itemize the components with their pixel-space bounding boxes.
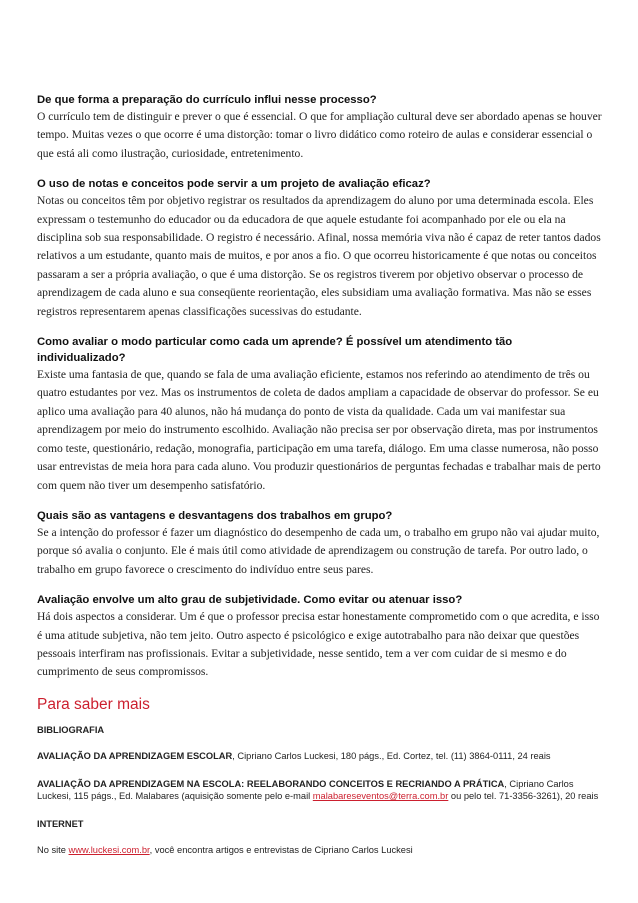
article-body <box>37 92 603 872</box>
book-title: AVALIAÇÃO DA APRENDIZAGEM NA ESCOLA: REELABORANDO CONCEITOS E RECRIANDO A PRÁTICA <box>37 778 505 789</box>
site-suffix: , você encontra artigos e entrevistas de Cipriano Carlos Luckesi <box>149 845 413 856</box>
book-details: , Cipriano Carlos Luckesi, 180 págs., Ed. Cortez, tel. (11) 3864-0111, 24 reais <box>232 751 551 762</box>
answer-paragraph: Notas ou conceitos têm por objetivo registrar os resultados da aprendizagem do aluno por uma determinada escola. Eles expressam o testemunho do educador ou da educadora de que aquele estudante foi acompanhado por ele ou ela na disciplina sob sua responsabilidade. O registro é necessário. Afinal, nossa memória viva não é capaz de reter tantos dados relativos a um estudante, quanto mais de muitos, e por anos a fio. O que ocorreu historicamente é que notas ou conceitos passaram a ser a própria avaliação, o que é uma distorção. Se os registros tiverem por objetivo observar o processo de aprendizagem de cada aluno e sua conseqüente reorientação, eles subsidiam uma avaliação formativa. Mas não se esses registros representarem apenas classificações sucessivas do estudante. <box>37 194 601 318</box>
question-heading: O uso de notas e conceitos pode servir a um projeto de avaliação eficaz? <box>37 178 431 191</box>
qa-block-notas <box>37 176 603 321</box>
answer-paragraph: Há dois aspectos a considerar. Um é que o professor precisa estar honestamente comprometido com o que acredita, e isso é uma atitude subjetiva, não tem jeito. Outro aspecto é psicológico e exige autotrabalho para não deixar que questões pessoais interfiram nas profissionais. Evitar a subjetividade, nesse sentido, tem a ver com cuidar de si mesmo e do cumprimento de seus compromissos. <box>37 610 600 679</box>
question-heading: Avaliação envolve um alto grau de subjetividade. Como evitar ou atenuar isso? <box>37 594 463 607</box>
answer-paragraph: Se a intenção do professor é fazer um diagnóstico do desempenho de cada um, o trabalho em grupo não vai ajudar muito, porque só avalia o conjunto. Ele é mais útil como atividade de aprendizagem ou construção de tarefa. Por outro lado, o trabalho em grupo favorece o crescimento do indivíduo entre seus pares. <box>37 525 600 576</box>
bibliografia-heading: BIBLIOGRAFIA <box>37 724 105 735</box>
bibliography-entry <box>37 778 603 803</box>
qa-block-grupo <box>37 508 603 579</box>
answer-paragraph: Existe uma fantasia de que, quando se fala de uma avaliação eficiente, estamos nos referindo ao atendimento de três ou quatro estudantes por vez. Mas os instrumentos de coleta de dados ampliam a capacidade de observar do professor. Se eu aplico uma avaliação para 40 alunos, não há mudança do ponto de vista da qualidade. Cada um vai manifestar sua aprendizagem por meio do instrumento escolhido. Avaliação não precisa ser por observação direta, mas por instrumentos como teste, questionário, redação, monografia, participação em uma tarefa, diálogo. Em uma classe numerosa, não posso usar entrevistas de meia hora para cada aluno. Vou produzir questionários de perguntas fechadas e trabalhar mais de perto com quem não tiver um desempenho satisfatório. <box>37 368 601 492</box>
website-link[interactable]: www.luckesi.com.br <box>68 845 150 856</box>
question-heading: Quais são as vantagens e desvantagens dos trabalhos em grupo? <box>37 509 393 522</box>
qa-block-curriculo <box>37 92 603 163</box>
book-title: AVALIAÇÃO DA APRENDIZAGEM ESCOLAR <box>37 751 233 762</box>
answer-paragraph: O currículo tem de distinguir e prever o que é essencial. O que for ampliação cultural deve ser abordado apenas se houver tempo. Muitas vezes o que ocorre é uma distorção: tomar o livro didático como roteiro de aulas e considerar essencial o que está ali como ilustração, curiosidade, entretenimento. <box>37 110 602 160</box>
question-heading: Como avaliar o modo particular como cada um aprende? É possível um atendimento tão individualizado? <box>37 336 513 365</box>
internet-heading: INTERNET <box>37 818 84 829</box>
section-title-saber-mais: Para saber mais <box>37 695 150 713</box>
question-heading: De que forma a preparação do currículo influi nesse processo? <box>37 94 377 106</box>
bibliography-entry <box>37 750 603 763</box>
qa-block-individual <box>37 334 603 495</box>
website-entry <box>37 844 603 857</box>
email-link[interactable]: malabareseventos@terra.com.br <box>312 791 449 802</box>
qa-block-subjetividade <box>37 592 603 682</box>
book-details: , Cipriano Carlos Luckesi, 115 págs., Ed. Malabares (aquisição somente pelo e-mail <box>37 778 574 802</box>
site-prefix: No site <box>37 845 69 856</box>
book-details-tail: ou pelo tel. 71-3356-3261), 20 reais <box>448 791 599 802</box>
